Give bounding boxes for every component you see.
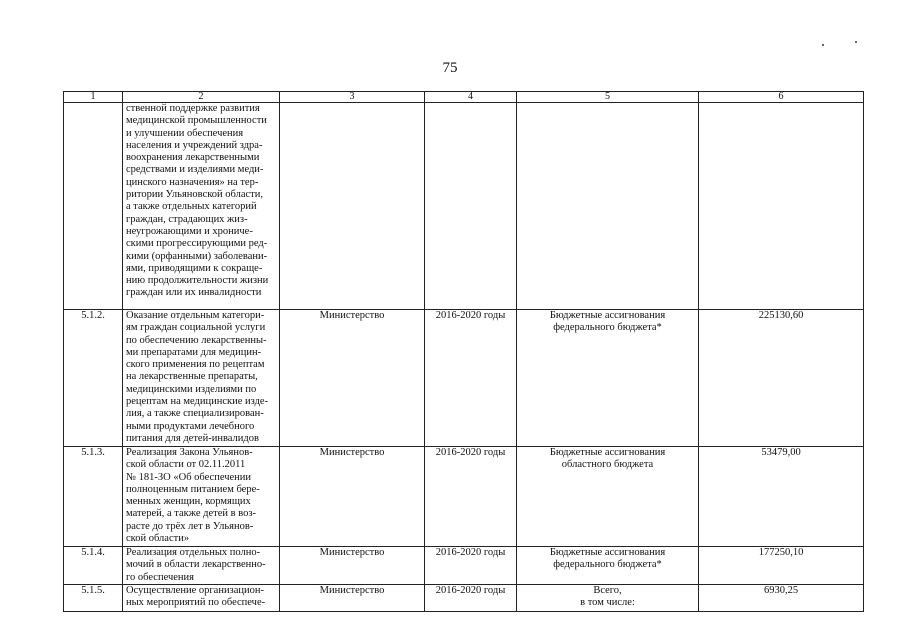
item-number (64, 103, 123, 310)
header-row (64, 92, 864, 103)
table-row (64, 103, 864, 310)
funding-source (517, 103, 699, 310)
executor: Министерство (280, 547, 425, 585)
executor: Министерство (280, 310, 425, 447)
header-cell: 5 (517, 92, 699, 103)
amount: 53479,00 (699, 447, 864, 547)
funding-source: Бюджетные ассигнования областного бюджета (517, 447, 699, 547)
period: 2016-2020 годы (425, 547, 517, 585)
amount: 225130,60 (699, 310, 864, 447)
funding-source: Всего, в том числе: (517, 584, 699, 611)
table-row (64, 310, 864, 447)
table-row (64, 547, 864, 585)
funding-source: Бюджетные ассигнования федерального бюджета* (517, 547, 699, 585)
page-number: 75 (442, 60, 458, 76)
scan-speck (822, 44, 824, 46)
item-number: 5.1.4. (64, 547, 123, 585)
measure-name: Реализация Закона Ульянов- ской области от 02.11.2011 № 181-ЗО «Об обеспечении полноценным питанием бере- менных женщин, кормящих матерей, а также детей в воз- расте до трёх лет в Ульянов- ской области» (123, 447, 280, 547)
period: 2016-2020 годы (425, 584, 517, 611)
executor: Министерство (280, 447, 425, 547)
amount (699, 103, 864, 310)
header-cell: 4 (425, 92, 517, 103)
measure-name: ственной поддержке развития медицинской промышленности и улучшении обеспечения населения и учреждений здра- воохранения лекарственными средствами и изделиями меди- цинского назначения» на тер- ритории Ульяновской области, а также отдельных категорий граждан, страдающих жиз- неугрожающими и хрониче- скими прогрессирующими ред- кими (орфанными) заболевани- ями, приводящими к сокраще- нию продолжительности жизни граждан или их инвалидности (123, 103, 280, 310)
amount: 177250,10 (699, 547, 864, 585)
measure-name: Оказание отдельным категори- ям граждан социальной услуги по обеспечению лекарственны- ми препаратами для медицин- ского применения по рецептам на лекарственные препараты, медицинскими изделиями по рецептам на медицинские изде- лия, а также специализирован- ными продуктами лечебного питания для детей-инвалидов (123, 310, 280, 447)
item-number: 5.1.3. (64, 447, 123, 547)
scan-speck (855, 41, 857, 43)
item-number: 5.1.5. (64, 584, 123, 611)
period: 2016-2020 годы (425, 310, 517, 447)
header-cell: 2 (123, 92, 280, 103)
table-row (64, 447, 864, 547)
period (425, 103, 517, 310)
item-number: 5.1.2. (64, 310, 123, 447)
period: 2016-2020 годы (425, 447, 517, 547)
table-row (64, 584, 864, 611)
budget-table (63, 91, 864, 612)
executor: Министерство (280, 584, 425, 611)
measure-name: Осуществление организацион- ных мероприятий по обеспече- (123, 584, 280, 611)
amount: 6930,25 (699, 584, 864, 611)
funding-source: Бюджетные ассигнования федерального бюджета* (517, 310, 699, 447)
header-cell: 6 (699, 92, 864, 103)
measure-name: Реализация отдельных полно- мочий в области лекарственно- го обеспечения (123, 547, 280, 585)
header-cell: 3 (280, 92, 425, 103)
executor (280, 103, 425, 310)
header-cell: 1 (64, 92, 123, 103)
